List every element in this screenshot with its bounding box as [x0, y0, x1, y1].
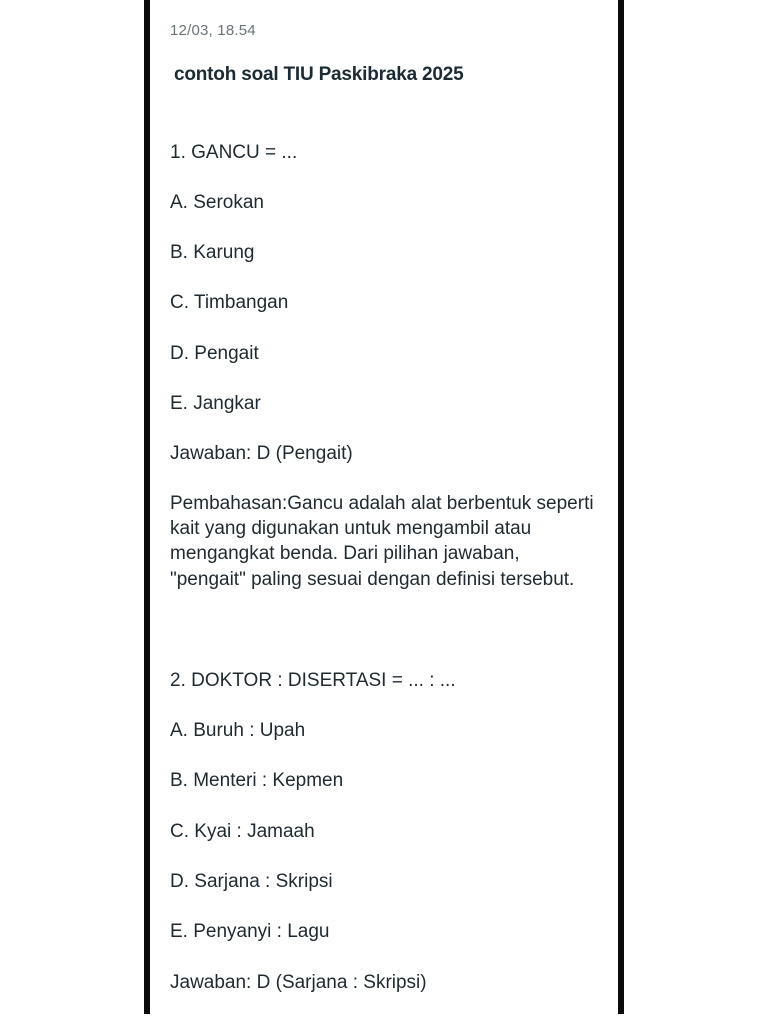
option-b: B. Karung	[170, 242, 255, 263]
option-d: D. Pengait	[170, 343, 259, 364]
question-text: 2. DOKTOR : DISERTASI = ... : ...	[170, 670, 456, 691]
option-a: A. Buruh : Upah	[170, 720, 306, 741]
note-timestamp: 12/03, 18.54	[170, 22, 256, 39]
option-a: A. Serokan	[170, 192, 264, 213]
answer-text: Jawaban: D (Sarjana : Skripsi)	[170, 972, 427, 993]
option-b: B. Menteri : Kepmen	[170, 770, 344, 791]
right-border	[618, 0, 624, 1014]
answer-text: Jawaban: D (Pengait)	[170, 443, 353, 464]
option-e: E. Jangkar	[170, 393, 261, 414]
question-text: 1. GANCU = ...	[170, 142, 298, 163]
option-c: C. Kyai : Jamaah	[170, 821, 315, 842]
option-e: E. Penyanyi : Lagu	[170, 921, 330, 942]
note-body[interactable]	[170, 0, 600, 1014]
note-title: contoh soal TIU Paskibraka 2025	[174, 64, 464, 85]
explanation-text: Pembahasan:Gancu adalah alat berbentuk seperti kait yang digunakan untuk mengambil atau mengangkat benda. Dari pilihan jawaban, "pengait" paling sesuai dengan definisi tersebut.	[170, 493, 594, 590]
left-border	[144, 0, 150, 1014]
option-c: C. Timbangan	[170, 292, 289, 313]
option-d: D. Sarjana : Skripsi	[170, 871, 333, 892]
